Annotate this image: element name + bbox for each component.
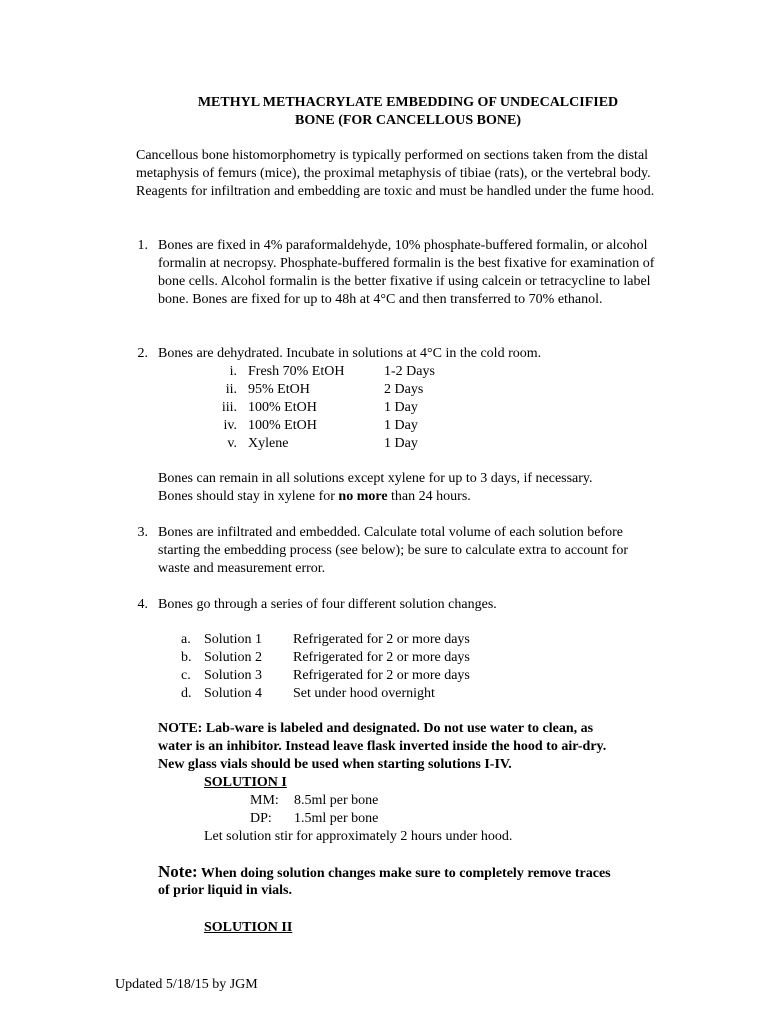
solution-1-value: 8.5ml per bone bbox=[294, 793, 379, 808]
solution-name: Solution 2 bbox=[204, 650, 262, 665]
solution-1-value: 1.5ml per bone bbox=[294, 811, 379, 826]
solution-mark: d. bbox=[181, 686, 192, 701]
solution-1-heading: SOLUTION I bbox=[204, 775, 287, 790]
solution-name: Solution 1 bbox=[204, 632, 262, 647]
solution-mark: b. bbox=[181, 650, 192, 665]
dehydration-time: 1-2 Days bbox=[384, 364, 435, 379]
xylene-note-line1: Bones can remain in all solutions except xylene for up to 3 days, if necessary. bbox=[158, 471, 593, 486]
document-title-line2: BONE (FOR CANCELLOUS BONE) bbox=[295, 113, 521, 128]
solution-2-heading: SOLUTION II bbox=[204, 920, 293, 935]
step-2-number: 2. bbox=[137, 346, 148, 361]
solution-1-stir-instruction: Let solution stir for approximately 2 hours under hood. bbox=[204, 829, 513, 844]
xylene-note-line2: Bones should stay in xylene for no more than 24 hours. bbox=[158, 489, 471, 504]
document-title-line1: METHYL METHACRYLATE EMBEDDING OF UNDECALCIFIED bbox=[197, 95, 619, 110]
solution-name: Solution 3 bbox=[204, 668, 262, 683]
step-1-number: 1. bbox=[137, 238, 148, 253]
dehydration-mark: i. bbox=[229, 364, 237, 379]
solution-mark: c. bbox=[181, 668, 191, 683]
labware-note-line2: water is an inhibitor. Instead leave flask inverted inside the hood to air-dry. bbox=[158, 739, 607, 754]
dehydration-time: 2 Days bbox=[384, 382, 424, 397]
dehydration-solution: 95% EtOH bbox=[248, 382, 310, 397]
solution-change-note-line2: of prior liquid in vials. bbox=[158, 883, 292, 898]
step-3-number: 3. bbox=[137, 525, 148, 540]
dehydration-mark: iii. bbox=[221, 400, 237, 415]
dehydration-mark: iv. bbox=[223, 418, 237, 433]
dehydration-mark: v. bbox=[227, 436, 237, 451]
dehydration-mark: ii. bbox=[225, 382, 237, 397]
labware-note-line3: New glass vials should be used when starting solutions I-IV. bbox=[158, 757, 512, 772]
step-4-number: 4. bbox=[137, 597, 148, 612]
step-2-text: Bones are dehydrated. Incubate in solutions at 4°C in the cold room. bbox=[158, 346, 542, 361]
dehydration-solution: Xylene bbox=[248, 436, 289, 451]
solution-1-label: DP: bbox=[250, 811, 272, 826]
dehydration-solution: Fresh 70% EtOH bbox=[248, 364, 345, 379]
solution-1-label: MM: bbox=[250, 793, 279, 808]
intro-paragraph: Cancellous bone histomorphometry is typically performed on sections taken from the distal metaphysis of femurs (mice), the proximal metaphysis of tibiae (rats), or the vertebral body. Reagents for infiltration and embedding are toxic and must be handled under the fume hood. bbox=[136, 148, 655, 199]
step-4-text: Bones go through a series of four different solution changes. bbox=[158, 597, 497, 612]
dehydration-time: 1 Day bbox=[384, 436, 418, 451]
labware-note-line1: NOTE: Lab-ware is labeled and designated. Do not use water to clean, as bbox=[158, 721, 594, 736]
solution-change-note-line1: Note: When doing solution changes make sure to completely remove traces bbox=[158, 862, 611, 881]
step-1-text: Bones are fixed in 4% paraformaldehyde, 10% phosphate-buffered formalin, or alcohol formalin at necropsy. Phosphate-buffered formalin is the best fixative for examination of bone cells. Alcohol formalin is the better fixative if using calcein or tetracycline to label bone. Bones are fixed for up to 48h at 4°C and then transferred to 70% ethanol. bbox=[158, 238, 655, 307]
dehydration-time: 1 Day bbox=[384, 400, 418, 415]
solution-instruction: Refrigerated for 2 or more days bbox=[293, 632, 470, 647]
footer-updated: Updated 5/18/15 by JGM bbox=[115, 977, 258, 992]
solution-name: Solution 4 bbox=[204, 686, 262, 701]
dehydration-solution: 100% EtOH bbox=[248, 400, 317, 415]
solution-instruction: Refrigerated for 2 or more days bbox=[293, 650, 470, 665]
dehydration-solution: 100% EtOH bbox=[248, 418, 317, 433]
step-3-text: Bones are infiltrated and embedded. Calculate total volume of each solution before starting the embedding process (see below); be sure to calculate extra to account for waste and measurement error. bbox=[158, 525, 628, 576]
solution-instruction: Refrigerated for 2 or more days bbox=[293, 668, 470, 683]
solution-mark: a. bbox=[181, 632, 191, 647]
dehydration-time: 1 Day bbox=[384, 418, 418, 433]
solution-instruction: Set under hood overnight bbox=[293, 686, 435, 701]
